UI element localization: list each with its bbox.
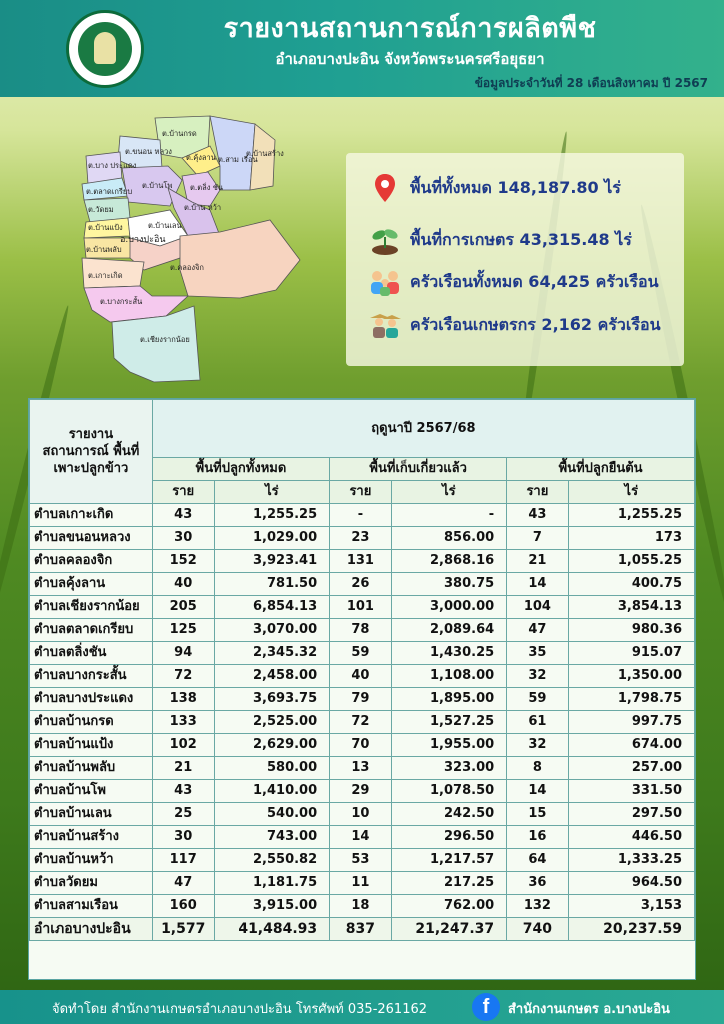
value-cell: 47 [507,619,568,642]
value-cell: 125 [152,619,214,642]
value-cell: 980.36 [568,619,694,642]
subdistrict-name-cell: ตำบลบ้านกรด [30,711,153,734]
value-cell: 964.50 [568,872,694,895]
value-cell: 61 [507,711,568,734]
subheader-households: ราย [330,481,391,504]
value-cell: 152 [152,550,214,573]
subdistrict-name-cell: ตำบลบ้านแป้ง [30,734,153,757]
value-cell: 53 [330,849,391,872]
value-cell: 762.00 [391,895,507,918]
value-cell: 2,345.32 [214,642,330,665]
value-cell: 117 [152,849,214,872]
value-cell: 1,333.25 [568,849,694,872]
map-label: ต.คลองจิก [170,263,204,272]
value-cell: 217.25 [391,872,507,895]
facebook-page-name[interactable]: สำนักงานเกษตร อ.บางปะอิน [508,1002,670,1017]
value-cell: 242.50 [391,803,507,826]
value-cell: - [391,504,507,527]
subdistrict-name-cell: ตำบลบางกระสั้น [30,665,153,688]
subdistrict-name-cell: ตำบลตลาดเกรียบ [30,619,153,642]
table-row [30,619,695,642]
value-cell: 94 [152,642,214,665]
value-cell: 40 [152,573,214,596]
value-cell: 6,854.13 [214,596,330,619]
value-cell: 21 [507,550,568,573]
table-row [30,826,695,849]
report-header-cell: รายงาน สถานการณ์ พื้นที่เพาะปลูกข้าว [30,400,153,504]
value-cell: 331.50 [568,780,694,803]
value-cell: 257.00 [568,757,694,780]
farmers-icon [368,308,402,342]
total-area-text: พื้นที่ทั้งหมด 148,187.80 ไร่ [410,177,621,197]
value-cell: 32 [507,734,568,757]
subheader-households: ราย [507,481,568,504]
households-row [368,265,659,299]
map-label: ต.บ้านแป้ง [88,223,123,232]
value-cell: 131 [330,550,391,573]
value-cell: 47 [152,872,214,895]
table-row [30,665,695,688]
value-cell: 59 [507,688,568,711]
value-cell: 3,923.41 [214,550,330,573]
table-row [30,872,695,895]
value-cell: 2,458.00 [214,665,330,688]
map-label: ต.ขนอน หลวง [125,147,172,156]
value-cell: 296.50 [391,826,507,849]
value-cell: 20,237.59 [568,918,694,941]
households-text: ครัวเรือนทั้งหมด 64,425 ครัวเรือน [410,271,659,291]
table-row [30,527,695,550]
value-cell: 64 [507,849,568,872]
value-cell: 3,070.00 [214,619,330,642]
district-map [70,110,320,385]
value-cell: 1,078.50 [391,780,507,803]
value-cell: 1,055.25 [568,550,694,573]
value-cell: 3,153 [568,895,694,918]
value-cell: 2,550.82 [214,849,330,872]
value-cell: 30 [152,527,214,550]
header-banner [0,0,724,97]
value-cell: 40 [330,665,391,688]
summary-panel [346,153,684,366]
season-header: ฤดูนาปี 2567/68 [152,400,694,458]
subdistrict-name-cell: ตำบลสามเรือน [30,895,153,918]
value-cell: 11 [330,872,391,895]
map-label: ต.บ้านสร้าง [246,149,284,158]
value-cell: 15 [507,803,568,826]
map-label: ต.คุ้งลาน [186,153,216,162]
map-label: ต.เกาะเกิด [88,271,123,280]
value-cell: 781.50 [214,573,330,596]
value-cell: 205 [152,596,214,619]
value-cell: 21 [152,757,214,780]
value-cell: 43 [507,504,568,527]
subdistrict-name-cell: ตำบลบ้านเลน [30,803,153,826]
value-cell: 21,247.37 [391,918,507,941]
map-label: ต.ตลาดเกรียบ [86,187,133,196]
table-row [30,803,695,826]
table-body [30,504,695,941]
value-cell: 743.00 [214,826,330,849]
map-label: ต.บ้านโพ [142,181,173,190]
value-cell: 43 [152,780,214,803]
value-cell: 26 [330,573,391,596]
table-row [30,573,695,596]
value-cell: 79 [330,688,391,711]
value-cell: 380.75 [391,573,507,596]
table-row [30,711,695,734]
map-label: ต.บ้านกรด [162,129,197,138]
subheader-rai: ไร่ [214,481,330,504]
farm-households-text: ครัวเรือนเกษตรกร 2,162 ครัวเรือน [410,314,661,334]
value-cell: 18 [330,895,391,918]
value-cell: 1,798.75 [568,688,694,711]
value-cell: 997.75 [568,711,694,734]
value-cell: 78 [330,619,391,642]
value-cell: 7 [507,527,568,550]
value-cell: 1,350.00 [568,665,694,688]
value-cell: 10 [330,803,391,826]
subdistrict-name-cell: ตำบลบ้านโพ [30,780,153,803]
value-cell: 1,577 [152,918,214,941]
subheader-households: ราย [152,481,214,504]
value-cell: 837 [330,918,391,941]
value-cell: 59 [330,642,391,665]
map-label: ต.สาม เรือน [218,155,258,164]
value-cell: 915.07 [568,642,694,665]
value-cell: 32 [507,665,568,688]
map-label: ต.บ้าน หว้า [184,203,222,212]
seedling-icon [368,223,402,257]
agri-area-text: พื้นที่การเกษตร 43,315.48 ไร่ [410,229,632,249]
value-cell: 1,181.75 [214,872,330,895]
subdistrict-name-cell: ตำบลบ้านสร้าง [30,826,153,849]
value-cell: 3,693.75 [214,688,330,711]
agri-area-row [368,223,632,257]
value-cell: 2,868.16 [391,550,507,573]
value-cell: 101 [330,596,391,619]
subdistrict-name-cell: ตำบลเกาะเกิด [30,504,153,527]
subdistrict-name-cell: ตำบลวัดยม [30,872,153,895]
value-cell: 323.00 [391,757,507,780]
subdistrict-name-cell: ตำบลเชียงรากน้อย [30,596,153,619]
value-cell: 23 [330,527,391,550]
subdistrict-name-cell: ตำบลตลิ่งชัน [30,642,153,665]
value-cell: 13 [330,757,391,780]
value-cell: 70 [330,734,391,757]
value-cell: 41,484.93 [214,918,330,941]
value-cell: 43 [152,504,214,527]
table-row [30,688,695,711]
table-row [30,642,695,665]
value-cell: 400.75 [568,573,694,596]
value-cell: 14 [507,573,568,596]
value-cell: 1,955.00 [391,734,507,757]
value-cell: 102 [152,734,214,757]
subdistrict-name-cell: ตำบลคลองจิก [30,550,153,573]
map-label: ต.บ้านเลน [148,221,182,230]
value-cell: 14 [330,826,391,849]
rice-area-table [29,399,695,941]
value-cell: 1,217.57 [391,849,507,872]
value-cell: 132 [507,895,568,918]
value-cell: 29 [330,780,391,803]
map-label: ต.วัดยม [88,205,114,214]
value-cell: 2,089.64 [391,619,507,642]
page-subtitle: อำเภอบางปะอิน จังหวัดพระนครศรีอยุธยา [275,50,545,68]
value-cell: 25 [152,803,214,826]
value-cell: 2,629.00 [214,734,330,757]
value-cell: 173 [568,527,694,550]
footer-contact-text: จัดทำโดย สำนักงานเกษตรอำเภอบางปะอิน โทรศัพท์ 035-261162 [52,1002,428,1017]
group-header-standing: พื้นที่ปลูกยืนต้น [507,458,695,481]
value-cell: 297.50 [568,803,694,826]
value-cell: - [330,504,391,527]
subheader-rai: ไร่ [391,481,507,504]
value-cell: 2,525.00 [214,711,330,734]
farm-households-row [368,308,661,342]
value-cell: 1,108.00 [391,665,507,688]
value-cell: 1,410.00 [214,780,330,803]
map-label: ต.เชียงรากน้อย [140,335,190,344]
value-cell: 540.00 [214,803,330,826]
table-row [30,734,695,757]
value-cell: 1,255.25 [214,504,330,527]
subdistrict-name-cell: ตำบลบ้านหว้า [30,849,153,872]
subdistrict-name-cell: ตำบลบ้านพลับ [30,757,153,780]
subheader-rai: ไร่ [568,481,694,504]
value-cell: 14 [507,780,568,803]
subdistrict-name-cell: ตำบลบางประแดง [30,688,153,711]
facebook-icon[interactable]: f [472,993,500,1021]
value-cell: 8 [507,757,568,780]
table-row [30,849,695,872]
value-cell: 1,255.25 [568,504,694,527]
value-cell: 856.00 [391,527,507,550]
value-cell: 133 [152,711,214,734]
page-title: รายงานสถานการณ์การผลิตพืช [223,13,597,44]
table-row [30,504,695,527]
value-cell: 138 [152,688,214,711]
department-seal-logo [66,10,144,88]
map-label: ต.บางกระสั้น [100,297,143,306]
value-cell: 1,029.00 [214,527,330,550]
table-total-row [30,918,695,941]
value-cell: 35 [507,642,568,665]
map-label: ต.ตลิ่ง ชัน [190,183,223,192]
footer-bar [0,990,724,1024]
value-cell: 36 [507,872,568,895]
map-label: ต.บ้านพลับ [86,245,122,254]
value-cell: 16 [507,826,568,849]
value-cell: 72 [330,711,391,734]
location-pin-icon [368,171,402,205]
table-row [30,757,695,780]
value-cell: 3,915.00 [214,895,330,918]
subdistrict-name-cell: ตำบลคุ้งลาน [30,573,153,596]
table-row [30,780,695,803]
value-cell: 3,000.00 [391,596,507,619]
map-label: อ.บางปะอิน [120,235,166,245]
report-date: ข้อมูลประจำวันที่ 28 เดือนสิงหาคม ปี 2567 [474,76,708,90]
value-cell: 3,854.13 [568,596,694,619]
value-cell: 1,430.25 [391,642,507,665]
value-cell: 740 [507,918,568,941]
group-header-planted: พื้นที่ปลูกทั้งหมด [152,458,329,481]
value-cell: 1,527.25 [391,711,507,734]
subdistrict-name-cell: อำเภอบางปะอิน [30,918,153,941]
subdistrict-name-cell: ตำบลขนอนหลวง [30,527,153,550]
map-label: ต.บาง ประแดง [88,161,137,170]
table-row [30,596,695,619]
family-icon [368,265,402,299]
value-cell: 104 [507,596,568,619]
group-header-harvested: พื้นที่เก็บเกี่ยวแล้ว [330,458,507,481]
value-cell: 160 [152,895,214,918]
value-cell: 674.00 [568,734,694,757]
value-cell: 30 [152,826,214,849]
table-row [30,895,695,918]
rice-area-table-container [28,398,696,980]
value-cell: 1,895.00 [391,688,507,711]
value-cell: 446.50 [568,826,694,849]
value-cell: 72 [152,665,214,688]
value-cell: 580.00 [214,757,330,780]
table-row [30,550,695,573]
total-area-row [368,171,621,205]
